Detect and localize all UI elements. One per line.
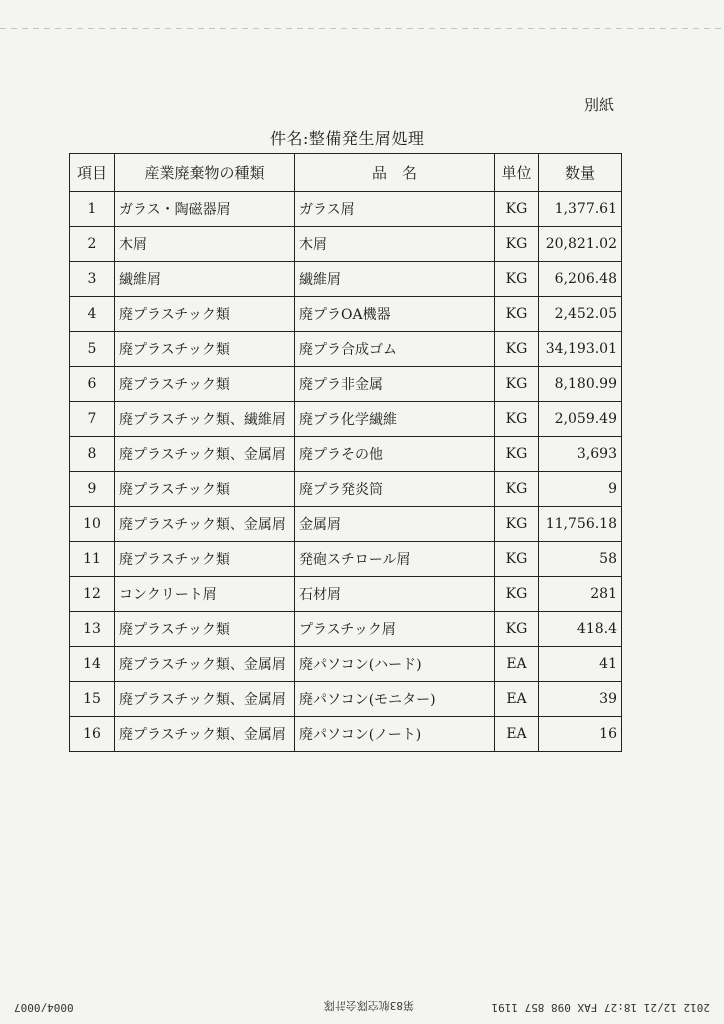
cell-item-no: 1 — [70, 192, 115, 227]
cell-item-no: 11 — [70, 542, 115, 577]
cell-waste-type: 廃プラスチック類、金属屑 — [115, 682, 295, 717]
cell-unit: KG — [495, 192, 539, 227]
cell-waste-type: 廃プラスチック類 — [115, 367, 295, 402]
cell-item-name: 廃パソコン(モニター) — [295, 682, 495, 717]
table-row — [70, 682, 622, 717]
cell-item-name: ガラス屑 — [295, 192, 495, 227]
cell-item-no: 13 — [70, 612, 115, 647]
scan-edge-line — [0, 28, 724, 29]
table-row — [70, 472, 622, 507]
column-header-waste-type: 産業廃棄物の種類 — [115, 154, 295, 192]
cell-item-name: 廃プラ合成ゴム — [295, 332, 495, 367]
cell-unit: EA — [495, 717, 539, 752]
cell-unit: KG — [495, 227, 539, 262]
cell-quantity: 39 — [539, 682, 622, 717]
cell-item-no: 8 — [70, 437, 115, 472]
cell-waste-type: コンクリート屑 — [115, 577, 295, 612]
cell-item-no: 10 — [70, 507, 115, 542]
table-row — [70, 367, 622, 402]
cell-quantity: 418.4 — [539, 612, 622, 647]
fax-timestamp: 2012 12/21 18:27 FAX 098 857 1191 — [491, 1001, 710, 1014]
cell-quantity: 3,693 — [539, 437, 622, 472]
table-row — [70, 647, 622, 682]
table-row — [70, 507, 622, 542]
annex-label: 別紙 — [584, 96, 615, 114]
table-row — [70, 437, 622, 472]
table-row — [70, 577, 622, 612]
cell-unit: KG — [495, 262, 539, 297]
cell-item-no: 5 — [70, 332, 115, 367]
table-row — [70, 192, 622, 227]
table-row — [70, 297, 622, 332]
column-header-quantity: 数量 — [539, 154, 622, 192]
table-row — [70, 332, 622, 367]
table-row — [70, 542, 622, 577]
cell-waste-type: 廃プラスチック類 — [115, 612, 295, 647]
cell-item-name: 木屑 — [295, 227, 495, 262]
cell-quantity: 20,821.02 — [539, 227, 622, 262]
fax-page-counter: 0004/0007 — [14, 1001, 74, 1014]
table-row — [70, 402, 622, 437]
cell-item-name: 廃パソコン(ハード) — [295, 647, 495, 682]
cell-item-name: 廃プラOA機器 — [295, 297, 495, 332]
cell-waste-type: 廃プラスチック類、金属屑 — [115, 717, 295, 752]
column-header-item-no: 項目 — [70, 154, 115, 192]
table-row — [70, 262, 622, 297]
cell-waste-type: 廃プラスチック類、金属屑 — [115, 507, 295, 542]
cell-item-name: 発砲スチロール屑 — [295, 542, 495, 577]
cell-unit: KG — [495, 472, 539, 507]
cell-item-no: 14 — [70, 647, 115, 682]
cell-quantity: 2,059.49 — [539, 402, 622, 437]
cell-quantity: 58 — [539, 542, 622, 577]
cell-unit: EA — [495, 682, 539, 717]
cell-item-name: 金属屑 — [295, 507, 495, 542]
cell-unit: KG — [495, 332, 539, 367]
document-title: 件名:整備発生屑処理 — [270, 129, 425, 148]
cell-unit: KG — [495, 402, 539, 437]
cell-unit: KG — [495, 542, 539, 577]
table-body — [70, 192, 622, 752]
cell-item-no: 16 — [70, 717, 115, 752]
cell-item-name: 廃プラ非金属 — [295, 367, 495, 402]
cell-quantity: 8,180.99 — [539, 367, 622, 402]
cell-quantity: 6,206.48 — [539, 262, 622, 297]
cell-quantity: 2,452.05 — [539, 297, 622, 332]
cell-quantity: 41 — [539, 647, 622, 682]
cell-waste-type: 廃プラスチック類 — [115, 297, 295, 332]
cell-item-no: 9 — [70, 472, 115, 507]
table-row — [70, 612, 622, 647]
cell-unit: KG — [495, 507, 539, 542]
cell-waste-type: 廃プラスチック類、金属屑 — [115, 647, 295, 682]
cell-item-name: 廃プラ発炎筒 — [295, 472, 495, 507]
cell-waste-type: 廃プラスチック類、繊維屑 — [115, 402, 295, 437]
table-row — [70, 227, 622, 262]
cell-item-name: プラスチック屑 — [295, 612, 495, 647]
cell-item-name: 廃プラその他 — [295, 437, 495, 472]
cell-item-name: 廃パソコン(ノート) — [295, 717, 495, 752]
cell-quantity: 16 — [539, 717, 622, 752]
cell-unit: KG — [495, 577, 539, 612]
cell-quantity: 34,193.01 — [539, 332, 622, 367]
cell-item-name: 石材屑 — [295, 577, 495, 612]
cell-item-no: 3 — [70, 262, 115, 297]
cell-waste-type: 木屑 — [115, 227, 295, 262]
cell-unit: KG — [495, 297, 539, 332]
cell-waste-type: 廃プラスチック類 — [115, 472, 295, 507]
cell-item-no: 2 — [70, 227, 115, 262]
cell-item-no: 6 — [70, 367, 115, 402]
fax-footer — [0, 996, 724, 1016]
cell-item-no: 7 — [70, 402, 115, 437]
cell-waste-type: 繊維屑 — [115, 262, 295, 297]
cell-item-name: 廃プラ化学繊維 — [295, 402, 495, 437]
cell-item-name: 繊維屑 — [295, 262, 495, 297]
waste-table — [69, 153, 622, 752]
cell-unit: EA — [495, 647, 539, 682]
column-header-unit: 単位 — [495, 154, 539, 192]
cell-quantity: 1,377.61 — [539, 192, 622, 227]
cell-waste-type: 廃プラスチック類 — [115, 332, 295, 367]
table-header-row — [70, 154, 622, 192]
cell-waste-type: ガラス・陶磁器屑 — [115, 192, 295, 227]
fax-sender: 第83航空隊会計隊 — [323, 999, 414, 1012]
cell-quantity: 9 — [539, 472, 622, 507]
cell-item-no: 4 — [70, 297, 115, 332]
cell-unit: KG — [495, 612, 539, 647]
cell-quantity: 281 — [539, 577, 622, 612]
cell-item-no: 15 — [70, 682, 115, 717]
cell-unit: KG — [495, 367, 539, 402]
cell-waste-type: 廃プラスチック類、金属屑 — [115, 437, 295, 472]
cell-unit: KG — [495, 437, 539, 472]
cell-waste-type: 廃プラスチック類 — [115, 542, 295, 577]
column-header-item-name: 品 名 — [295, 154, 495, 192]
table-row — [70, 717, 622, 752]
cell-quantity: 11,756.18 — [539, 507, 622, 542]
cell-item-no: 12 — [70, 577, 115, 612]
